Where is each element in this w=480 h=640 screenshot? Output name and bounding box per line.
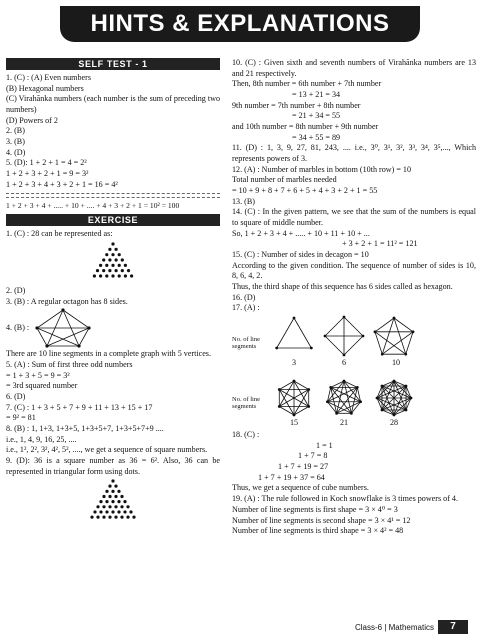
dot	[99, 511, 102, 514]
graph-edge	[406, 332, 413, 354]
graph-vertex	[381, 385, 384, 388]
dot	[118, 274, 121, 277]
dot	[114, 516, 117, 519]
graph-vertex	[329, 386, 332, 389]
dot	[117, 490, 120, 493]
graph-vertex	[307, 405, 310, 408]
dot	[96, 269, 99, 272]
graph-vertex	[356, 386, 359, 389]
segment-count: 10	[392, 358, 401, 368]
exercise-heading: EXERCISE	[6, 214, 220, 226]
dot	[120, 495, 123, 498]
cube-sum-line: 1 + 7 + 19 = 27	[278, 462, 329, 472]
answer-line: 16. (D)	[232, 292, 256, 302]
dot	[123, 511, 126, 514]
answer-line: 13. (B)	[232, 196, 255, 206]
dot	[120, 506, 123, 509]
answer-line: + 3 + 2 + 1 = 11² = 121	[342, 239, 418, 249]
segment-count: 21	[340, 418, 349, 428]
dot	[111, 501, 114, 504]
graph-vertex	[405, 409, 408, 412]
answer-line: 3. (B)	[6, 137, 25, 147]
graph-vertex	[374, 331, 377, 334]
answer-line: 10. (C) : Given sixth and seventh numbers of Virahānka numbers are 13 and 21 respectively.	[232, 58, 476, 78]
complete-graph-shapes	[232, 314, 476, 430]
answer-line: i.e., 1², 2², 3², 4², 5², ...., we get a sequence of square numbers.	[6, 445, 208, 455]
graph-vertex	[393, 414, 396, 417]
graph-vertex	[412, 331, 415, 334]
dot	[118, 253, 121, 256]
line-segments-label: No. of line segments	[232, 396, 260, 411]
answer-line: 2. (D)	[6, 286, 26, 296]
dot	[108, 248, 111, 251]
self-test-heading: SELF TEST - 1	[6, 58, 220, 70]
dot	[90, 516, 93, 519]
answer-line: 1 + 2 + 3 + 4 + ..... + 10 + .... + 4 + 3 + 2 + 1 = 10² = 100	[6, 201, 180, 211]
graph-vertex	[310, 347, 313, 350]
dot	[111, 480, 114, 483]
answer-line: 3. (B) : A regular octagon has 8 sides.	[6, 296, 128, 306]
cube-sum-line: 1 + 7 = 8	[298, 451, 328, 461]
dot	[102, 495, 105, 498]
graph-edge	[344, 336, 363, 355]
answer-line: 8. (B) : 1, 1+3, 1+3+5, 1+3+5+7, 1+3+5+7+9 ....	[6, 424, 164, 434]
graph-vertex	[404, 353, 407, 356]
dot	[117, 501, 120, 504]
dot	[115, 258, 118, 261]
graph-edge	[331, 381, 344, 387]
answer-line: = 9² = 81	[6, 413, 36, 423]
divider	[6, 197, 220, 198]
answer-line: = 13 + 21 = 34	[292, 90, 341, 100]
header-banner	[60, 6, 420, 42]
answer-line: 9. (D): 36 is a square number as 36 = 6². Also, 36 can be represented in triangular form using dots.	[6, 456, 220, 476]
dot	[114, 495, 117, 498]
graph-edge	[277, 318, 294, 348]
answer-line: 18. (C) :	[232, 430, 260, 440]
graph-vertex	[275, 347, 278, 350]
divider	[6, 193, 220, 194]
dot	[102, 516, 105, 519]
graph-vertex	[350, 412, 353, 415]
answer-line: 14. (C) : In the given pattern, we see that the sum of the numbers is equal to square of middle number.	[232, 207, 476, 228]
footer-text: Class-6 | Mathematics	[355, 622, 434, 632]
page-title: HINTS & EXPLANATIONS	[90, 10, 390, 37]
answer-line: According to the given condition. The sequence of number of sides is 10, 8, 6, 4, 2.	[232, 260, 476, 281]
answer-line: 19. (A) : The rule followed in Koch snowflake is 3 times powers of 4.	[232, 494, 458, 504]
dot	[102, 269, 105, 272]
segment-count: 3	[292, 358, 297, 368]
answer-line: Then, 8th number = 6th number + 7th number	[232, 79, 382, 89]
graph-vertex	[293, 317, 296, 320]
answer-line: 11. (D) : 1, 3, 9, 27, 81, 243, .... i.e., 3⁰, 3¹, 3², 3³, 3⁴, 3⁵,..., Which represents powers of 3.	[232, 143, 476, 164]
dot	[105, 501, 108, 504]
answer-line: Number of line segments is second shape = 3 × 4¹ = 12	[232, 515, 411, 525]
line-segments-label: No. of line segments	[232, 336, 260, 351]
dot	[126, 516, 129, 519]
answer-line: 15. (C) : Number of sides in decagon = 10	[232, 250, 369, 260]
dot	[121, 258, 124, 261]
graph-vertex	[405, 385, 408, 388]
graph-edge	[394, 318, 406, 354]
dot	[96, 516, 99, 519]
graph-vertex	[335, 412, 338, 415]
dot	[105, 511, 108, 514]
graph-edge	[294, 318, 311, 348]
graph-vertex	[343, 380, 346, 383]
answer-line: Thus, the third shape of this sequence has 6 sides called as hexagon.	[232, 282, 453, 292]
dot	[132, 516, 135, 519]
triangular-dots-36-figure	[6, 477, 220, 527]
dot	[93, 511, 96, 514]
dot	[111, 511, 114, 514]
dot	[115, 269, 118, 272]
answer-line: (B) Hexagonal numbers	[6, 83, 84, 93]
complete-graphs-figure	[232, 314, 476, 430]
answer-line: 4. (B) :	[6, 323, 30, 333]
graph-vertex	[393, 380, 396, 383]
page-number: 7	[438, 620, 468, 634]
answer-line: Number of line segments is first shape = 3 × 4⁰ = 3	[232, 504, 398, 514]
cube-sum-line: 1 = 1	[316, 440, 333, 450]
answer-line: (C) Virahānka numbers (each number is the sum of preceding two numbers)	[6, 94, 220, 115]
answer-line: 4. (D)	[6, 147, 26, 157]
answer-line: = 1 + 3 + 5 = 9 = 3²	[6, 370, 70, 380]
dot	[114, 506, 117, 509]
answer-line: Total number of marbles needed	[232, 175, 337, 185]
dot	[124, 274, 127, 277]
dot	[115, 248, 118, 251]
answer-line: 7. (C) : 1 + 3 + 5 + 7 + 9 + 11 + 13 + 15 + 17	[6, 402, 153, 412]
segment-count: 28	[390, 418, 399, 428]
answer-line: There are 10 line segments in a complete graph with 5 vertices.	[6, 349, 211, 359]
answer-line: 1. (C) : (A) Even numbers	[6, 73, 91, 82]
dot	[99, 264, 102, 267]
dot	[120, 516, 123, 519]
answer-line: = 21 + 34 = 55	[292, 111, 341, 121]
answer-line: 5. (A) : Sum of first three odd numbers	[6, 360, 133, 370]
answer-line: 12. (A) : Number of marbles in bottom (10th row) = 10	[232, 164, 411, 174]
graph-edge	[325, 317, 344, 336]
page-footer	[355, 620, 468, 634]
triangular-dots-28-figure	[6, 240, 220, 286]
dot	[130, 274, 133, 277]
dot	[99, 501, 102, 504]
graph-vertex	[324, 335, 327, 338]
graph-edge	[325, 336, 344, 355]
dot	[111, 274, 114, 277]
dot	[111, 253, 114, 256]
answer-line: 2. (B)	[6, 126, 25, 136]
graph-vertex	[278, 388, 281, 391]
graph-edge	[375, 318, 394, 332]
graph-vertex	[381, 409, 384, 412]
graph-vertex	[343, 354, 346, 357]
dot	[108, 495, 111, 498]
dot	[102, 258, 105, 261]
dot	[108, 516, 111, 519]
answer-line: 17. (A) :	[232, 303, 260, 313]
dot	[96, 506, 99, 509]
graph-vertex	[343, 316, 346, 319]
dot	[126, 506, 129, 509]
pentagon-graph-figure	[33, 307, 93, 349]
dot	[105, 253, 108, 256]
dot	[108, 485, 111, 488]
graph-vertex	[393, 317, 396, 320]
graph-edge	[394, 318, 413, 332]
graph-vertex	[359, 401, 362, 404]
answer-line: = 3rd squared number	[6, 381, 78, 391]
dot	[111, 490, 114, 493]
graph-vertex	[293, 414, 296, 417]
dot	[117, 511, 120, 514]
dot	[114, 485, 117, 488]
dot	[102, 506, 105, 509]
answer-line: = 34 + 55 = 89	[292, 132, 341, 142]
answer-line: 6. (D)	[6, 392, 26, 402]
answer-line: = 10 + 9 + 8 + 7 + 6 + 5 + 4 + 3 + 2 + 1 = 55	[232, 186, 378, 196]
dot	[118, 264, 121, 267]
dot	[129, 511, 132, 514]
answer-line: So, 1 + 2 + 3 + 4 + ..... + 10 + 11 + 10 + ...	[232, 228, 370, 238]
graph-vertex	[293, 380, 296, 383]
answer-line: 9th number = 7th number + 8th number	[232, 100, 361, 110]
graph-vertex	[307, 388, 310, 391]
answer-line: Thus, we get a sequence of cube numbers.	[232, 483, 369, 493]
dot	[105, 490, 108, 493]
graph-vertex	[376, 397, 379, 400]
dot	[127, 269, 130, 272]
answer-line: 1 + 2 + 3 + 4 + 3 + 2 + 1 = 16 = 4²	[6, 179, 118, 189]
dot	[123, 501, 126, 504]
answer-line: 1 + 2 + 3 + 2 + 1 = 9 = 3²	[6, 169, 89, 179]
cube-sum-line: 1 + 7 + 19 + 37 = 64	[258, 472, 325, 482]
dot	[121, 269, 124, 272]
answer-line: 5. (D): 1 + 2 + 1 = 4 = 2²	[6, 158, 87, 168]
answer-line: Number of line segments is third shape = 3 × 4² = 48	[232, 526, 404, 536]
graph-edge	[382, 318, 394, 354]
graph-edge	[344, 381, 357, 387]
dot	[99, 274, 102, 277]
graph-vertex	[362, 335, 365, 338]
answer-line: (D) Powers of 2	[6, 115, 58, 125]
graph-edge	[344, 317, 363, 336]
dot	[105, 264, 108, 267]
answer-line: and 10th number = 8th number + 9th number	[232, 122, 379, 132]
dot	[108, 506, 111, 509]
dot	[108, 269, 111, 272]
graph-edge	[375, 332, 382, 354]
graph-vertex	[410, 397, 413, 400]
answer-line: 1. (C) : 28 can be represented as:	[6, 229, 113, 239]
graph-edge	[375, 332, 406, 354]
right-column	[232, 58, 476, 537]
dot	[93, 274, 96, 277]
segment-count: 6	[342, 358, 347, 368]
dot	[111, 264, 114, 267]
answer-line: i.e., 1, 4, 9, 16, 25, ....	[6, 434, 77, 444]
graph-vertex	[326, 401, 329, 404]
dot	[108, 258, 111, 261]
graph-vertex	[381, 353, 384, 356]
dot	[105, 274, 108, 277]
left-column	[6, 58, 220, 527]
graph-vertex	[278, 405, 281, 408]
graph-edge	[382, 332, 413, 354]
dot	[124, 264, 127, 267]
dot	[111, 242, 114, 245]
segment-count: 15	[290, 418, 299, 428]
